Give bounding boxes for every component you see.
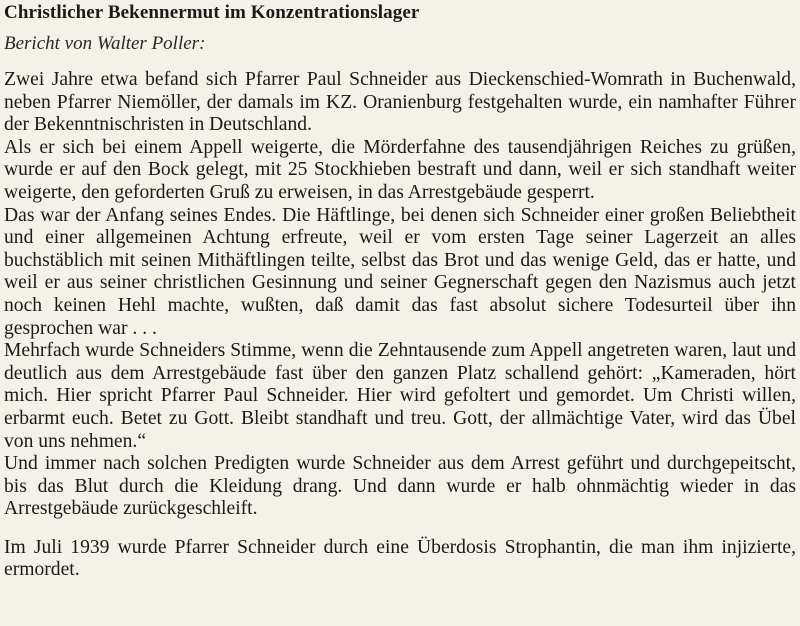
paragraph-4: Mehrfach wurde Schneiders Stimme, wenn die Zehntausende zum Appell angetreten waren, laut und deutlich aus dem Arrestgebäude fast über den ganzen Platz schallend gehört: „Kameraden, hört mich. Hier spricht Pfarrer Paul Schneider. Hier wird gefoltert und gemordet. Um Christi willen, erbarmt euch. Betet zu Gott. Bleibt standhaft und treu. Gott, der allmächtige Vater, wird das Übel von uns nehmen.“ xyxy=(4,340,796,452)
paragraph-1: Zwei Jahre etwa befand sich Pfarrer Paul Schneider aus Dieckenschied-Womrath in Buchenwald, neben Pfarrer Niemöller, der damals im KZ. Oranienburg festgehalten wurde, ein namhafter Führer der Bekenntnischristen in Deutschland. xyxy=(4,69,796,136)
paragraph-5: Und immer nach solchen Predigten wurde Schneider aus dem Arrest geführt und durchgepeitscht, bis das Blut durch die Kleidung drang. Und dann wurde er halb ohnmächtig wieder in das Arrestgebäude zurückgeschleift. xyxy=(4,453,796,520)
paragraph-3: Das war der Anfang seines Endes. Die Häftlinge, bei denen sich Schneider einer großen Beliebtheit und einer allgemeinen Achtung erfreute, weil er vom ersten Tage seiner Lagerzeit an alles buchstäblich mit seinen Mithäftlingen teilte, selbst das Brot und das wenige Geld, das er hatte, und weil er aus seiner christlichen Gesinnung und seiner Gegnerschaft gegen den Nazismus auch jetzt noch keinen Hehl machte, wußten, daß damit das fast absolut sichere Todesurteil über ihn gesprochen war . . . xyxy=(4,204,796,339)
paragraph-2: Als er sich bei einem Appell weigerte, die Mörderfahne des tausendjährigen Reiches zu grüßen, wurde er auf den Bock gelegt, mit 25 Stockhieben bestraft und dann, weil er sich standhaft weiter weigerte, den geforderten Gruß zu erweisen, in das Arrestgebäude gesperrt. xyxy=(4,136,796,203)
article-title: Christlicher Bekennermut im Konzentrationslager xyxy=(4,2,420,23)
article-subtitle: Bericht von Walter Poller: xyxy=(4,33,206,54)
paragraph-6: Im Juli 1939 wurde Pfarrer Schneider durch eine Überdosis Strophantin, die man ihm injizierte, ermordet. xyxy=(4,536,796,581)
